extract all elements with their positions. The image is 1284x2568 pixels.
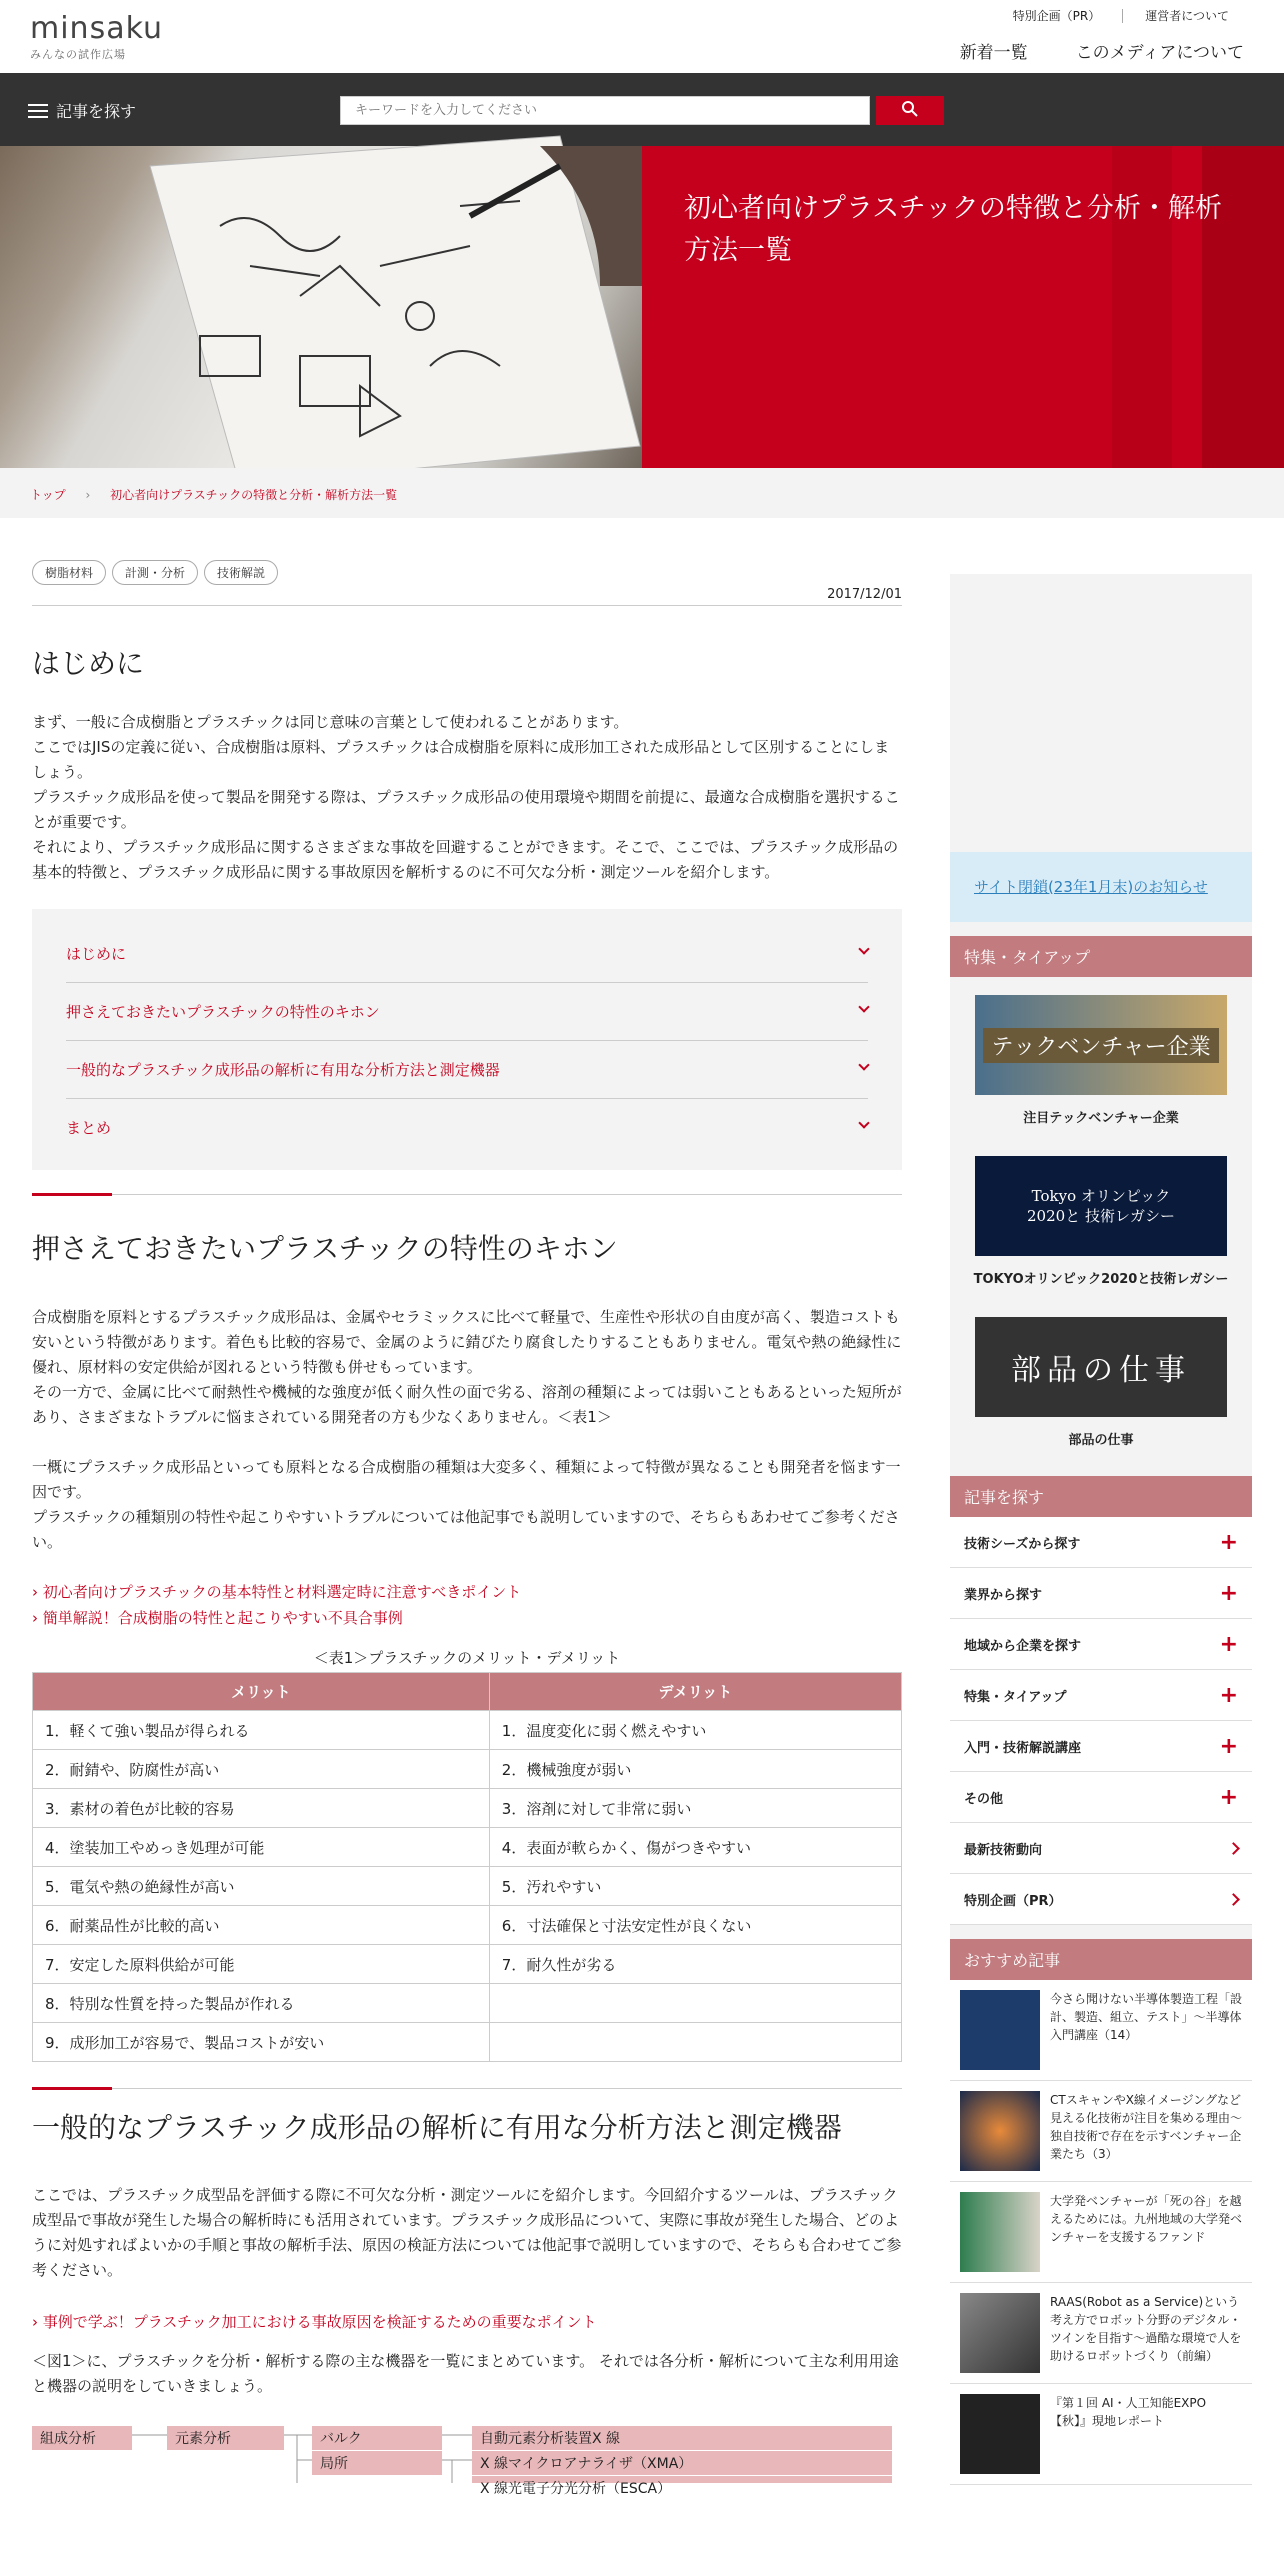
tag-measurement[interactable]: 計測・分析 <box>112 560 198 585</box>
table-caption: ＜表1＞プラスチックのメリット・デメリット <box>313 1649 621 1667</box>
top-link-special[interactable]: 特別企画（PR） <box>991 9 1124 23</box>
tag-list <box>32 560 902 585</box>
top-link-about-operator[interactable]: 運営者について <box>1145 9 1229 23</box>
category-item[interactable]: 入門・技術解説講座 + <box>950 1721 1252 1772</box>
diagram-node: 自動元素分析装置X 線 <box>472 2426 892 2450</box>
search-button[interactable] <box>876 96 944 125</box>
table-header: メリット <box>33 1673 490 1711</box>
table-row: 8．特別な性質を持った製品が作れる <box>33 1984 902 2023</box>
feature-image: 部品の仕事 <box>975 1317 1227 1417</box>
table-row: 9．成形加工が容易で、製品コストが安い <box>33 2023 902 2062</box>
feature-card[interactable] <box>950 977 1252 1156</box>
diagram-node: 局所 <box>312 2451 442 2475</box>
search-bar <box>0 73 1284 146</box>
category-item[interactable]: 技術シーズから探す + <box>950 1517 1252 1568</box>
menu-label: 記事を探す <box>56 102 137 121</box>
feature-image: テックベンチャー企業 <box>975 995 1227 1095</box>
chevron-down-icon <box>858 943 869 954</box>
main-nav <box>960 38 1244 63</box>
plus-icon: + <box>1219 1580 1238 1606</box>
related-links <box>32 1579 902 1631</box>
category-menu <box>950 1517 1252 1925</box>
breadcrumb-top[interactable]: トップ <box>30 488 66 502</box>
intro-paragraph: まず、一般に合成樹脂とプラスチックは同じ意味の言葉として使われることがあります。 ここではJISの定義に従い、合成樹脂は原料、プラスチックは合成樹脂を原料に成形加工された成形品として区別することにしましょう。 プラスチック成形品を使って製品を開発する際は、プラスチック成形品の使用環境や期間を前提に、最適な合成樹脂を選択することが重要です。 それにより、プラスチック成形品に関するさまざまな事故を回避することができます。そこで、ここでは、プラスチック成形品の基本的特徴と、プラスチック成形品に関する事故原因を解析するのに不可欠な分析・測定ツールを紹介します。 <box>32 713 900 881</box>
chevron-down-icon <box>858 1059 869 1070</box>
chevron-down-icon <box>858 1001 869 1012</box>
chevron-right-icon <box>1227 1842 1240 1855</box>
top-links <box>991 9 1229 23</box>
plus-icon: + <box>1219 1682 1238 1708</box>
search-input[interactable] <box>340 96 870 125</box>
feature-card[interactable] <box>950 1317 1252 1476</box>
toc-item[interactable]: まとめ <box>66 1099 868 1156</box>
feature-card[interactable] <box>950 1156 1252 1317</box>
category-item[interactable]: 地域から企業を探す + <box>950 1619 1252 1670</box>
recommend-list <box>950 1980 1252 2485</box>
nav-new-list[interactable]: 新着一覧 <box>959 43 1028 63</box>
diagram-node: X 線マイクロアナライザ（XMA） <box>472 2451 892 2475</box>
toc-item[interactable]: 押さえておきたいプラスチックの特性のキホン <box>66 983 868 1041</box>
table-row: 3．素材の着色が比較的容易 3．溶剤に対して非常に弱い <box>33 1789 902 1828</box>
hero-title-panel <box>642 146 1284 468</box>
nav-about-media[interactable]: このメディアについて <box>1075 43 1244 63</box>
site-logo-subtitle: みんなの試作広場 <box>30 48 126 61</box>
site-logo[interactable]: minsaku <box>30 11 164 46</box>
category-item[interactable]: 特別企画（PR） <box>950 1874 1252 1925</box>
article <box>32 560 902 2497</box>
heading-analysis: 一般的なプラスチック成形品の解析に有用な分析方法と測定機器 <box>32 2111 842 2144</box>
notebook-sketch-illustration <box>0 146 642 468</box>
article-thumbnail <box>960 2091 1040 2171</box>
recommend-item[interactable]: 『第１回 AI・人工知能EXPO【秋】』現地レポート <box>950 2384 1252 2485</box>
plus-icon: + <box>1219 1784 1238 1810</box>
notice-link[interactable]: サイト閉鎖(23年1月末)のお知らせ <box>974 878 1208 896</box>
analysis-paragraph-2: ＜図1＞に、プラスチックを分析・解析する際の主な機器を一覧にまとめています。 それでは各分析・解析について主な利用用途と機器の説明をしていきましょう。 <box>32 2352 899 2395</box>
chevron-down-icon <box>858 1117 869 1128</box>
section-divider <box>32 1194 902 1195</box>
hero-image <box>0 146 642 468</box>
sidebar <box>950 574 1252 2485</box>
category-item[interactable]: 最新技術動向 <box>950 1823 1252 1874</box>
diagram-node: 元素分析 <box>167 2426 284 2450</box>
diagram-node: バルク <box>312 2426 442 2450</box>
feature-heading: 特集・タイアップ <box>950 936 1252 977</box>
feature-caption: TOKYOオリンピック2020と技術レガシー <box>973 1272 1229 1287</box>
ad-area <box>950 574 1252 852</box>
hamburger-icon <box>28 104 48 118</box>
related-link[interactable]: › 初心者向けプラスチックの基本特性と材料選定時に注意すべきポイント <box>32 1583 522 1601</box>
breadcrumb-current: 初心者向けプラスチックの特徴と分析・解析方法一覧 <box>110 488 398 502</box>
feature-image: Tokyo オリンピック 2020と 技術レガシー <box>975 1156 1227 1256</box>
divider <box>32 605 902 606</box>
plus-icon: + <box>1219 1733 1238 1759</box>
table-row: 1．軽くて強い製品が得られる 1．温度変化に弱く燃えやすい <box>33 1711 902 1750</box>
feature-caption: 部品の仕事 <box>1068 1433 1134 1448</box>
recommend-heading: おすすめ記事 <box>950 1939 1252 1980</box>
breadcrumb-separator-icon: › <box>85 488 91 502</box>
recommend-item[interactable]: 今さら聞けない半導体製造工程「設計、製造、組立、テスト」〜半導体入門講座（14） <box>950 1980 1252 2081</box>
recommend-item[interactable]: CTスキャンやX線イメージングなど見える化技術が注目を集める理由〜独自技術で存在を示すベンチャー企業たち（3） <box>950 2081 1252 2182</box>
tag-tech[interactable]: 技術解説 <box>204 560 278 585</box>
diagram-node: X 線光電子分光分析（ESCA） <box>472 2476 892 2483</box>
recommend-item[interactable]: 大学発ベンチャーが「死の谷」を越えるためには。九州地域の大学発ベンチャーを支援するファンド <box>950 2182 1252 2283</box>
related-link[interactable]: › 簡単解説！合成樹脂の特性と起こりやすい不具合事例 <box>32 1609 403 1627</box>
hero-banner <box>0 146 1284 468</box>
notice-box <box>950 852 1252 922</box>
heading-basics: 押さえておきたいプラスチックの特性のキホン <box>32 1232 618 1265</box>
tag-resin[interactable]: 樹脂材料 <box>32 560 106 585</box>
breadcrumb <box>0 468 1284 518</box>
table-row: 6．耐薬品性が比較的高い 6．寸法確保と寸法安定性が良くない <box>33 1906 902 1945</box>
site-header <box>0 0 1284 73</box>
article-thumbnail <box>960 1990 1040 2070</box>
category-item[interactable]: その他 + <box>950 1772 1252 1823</box>
publish-date: 2017/12/01 <box>827 587 902 602</box>
search-icon <box>901 100 919 118</box>
analysis-paragraph: ここでは、プラスチック成型品を評価する際に不可欠な分析・測定ツールにを紹介します。今回紹介するツールは、プラスチック成型品で事故が発生した場合の解析時にも活用されています。プラスチック成形品について、実際に事故が発生した場合、どのように対処すればよいかの手順と事故の解析手法、原因の検証方法については他記事で説明していますので、そちらも合わせてご参考ください。 <box>32 2186 902 2279</box>
article-thumbnail <box>960 2293 1040 2373</box>
merit-demerit-table <box>32 1672 902 2062</box>
toc-item[interactable]: 一般的なプラスチック成形品の解析に有用な分析方法と測定機器 <box>66 1041 868 1099</box>
heading-intro: はじめに <box>32 647 145 680</box>
basics-paragraph-2: 一概にプラスチック成形品といっても原料となる合成樹脂の種類は大変多く、種類によって特徴が異なることも開発者を悩ます一因です。 プラスチックの種類別の特性や起こりやすいトラブルについては他記事でも説明していますので、そちらもあわせてご参考ください。 <box>32 1458 901 1551</box>
table-row: 5．電気や熱の絶縁性が高い 5．汚れやすい <box>33 1867 902 1906</box>
feature-caption: 注目テックベンチャー企業 <box>1023 1111 1179 1126</box>
table-row: 4．塗装加工やめっき処理が可能 4．表面が軟らかく、傷がつきやすい <box>33 1828 902 1867</box>
table-header: デメリット <box>489 1673 901 1711</box>
recommend-item[interactable]: RAAS(Robot as a Service)という考え方でロボット分野のデジタル・ツインを目指す〜過酷な環境で人を助けるロボットづくり（前編） <box>950 2283 1252 2384</box>
page-title: 初心者向けプラスチックの特徴と分析・解析方法一覧 <box>684 193 1222 266</box>
article-meta <box>32 560 902 602</box>
article-thumbnail <box>960 2394 1040 2474</box>
category-item[interactable]: 業界から探す + <box>950 1568 1252 1619</box>
search-heading: 記事を探す <box>950 1476 1252 1517</box>
analysis-diagram <box>32 2423 902 2497</box>
article-thumbnail <box>960 2192 1040 2272</box>
diagram-node: 組成分析 <box>32 2426 132 2450</box>
basics-paragraph-1: 合成樹脂を原料とするプラスチック成形品は、金属やセラミックスに比べて軽量で、生産性や形状の自由度が高く、製造コストも安いという特徴があります。着色も比較的容易で、金属のように錆びたり腐食したりすることもありません。電気や熱の絶縁性に優れ、原材料の安定供給が図れるという特徴も併せもっています。 その一方で、金属に比べて耐熱性や機械的な強度が低く耐久性の面で劣る、溶剤の種類によっては弱いこともあるといった短所があり、さまざまなトラブルに悩まされている開発者の方も少なくありません。＜表1＞ <box>32 1308 902 1426</box>
related-links <box>32 2309 902 2335</box>
table-row: 2．耐錆や、防腐性が高い 2．機械強度が弱い <box>33 1750 902 1789</box>
plus-icon: + <box>1219 1529 1238 1555</box>
category-item[interactable]: 特集・タイアップ + <box>950 1670 1252 1721</box>
plus-icon: + <box>1219 1631 1238 1657</box>
menu-button[interactable] <box>28 99 136 122</box>
section-divider <box>32 2088 902 2089</box>
chevron-right-icon <box>1227 1893 1240 1906</box>
toc-item[interactable]: はじめに <box>66 925 868 983</box>
related-link[interactable]: › 事例で学ぶ！プラスチック加工における事故原因を検証するための重要なポイント <box>32 2313 597 2331</box>
table-of-contents <box>32 909 902 1170</box>
table-row: 7．安定した原料供給が可能 7．耐久性が劣る <box>33 1945 902 1984</box>
